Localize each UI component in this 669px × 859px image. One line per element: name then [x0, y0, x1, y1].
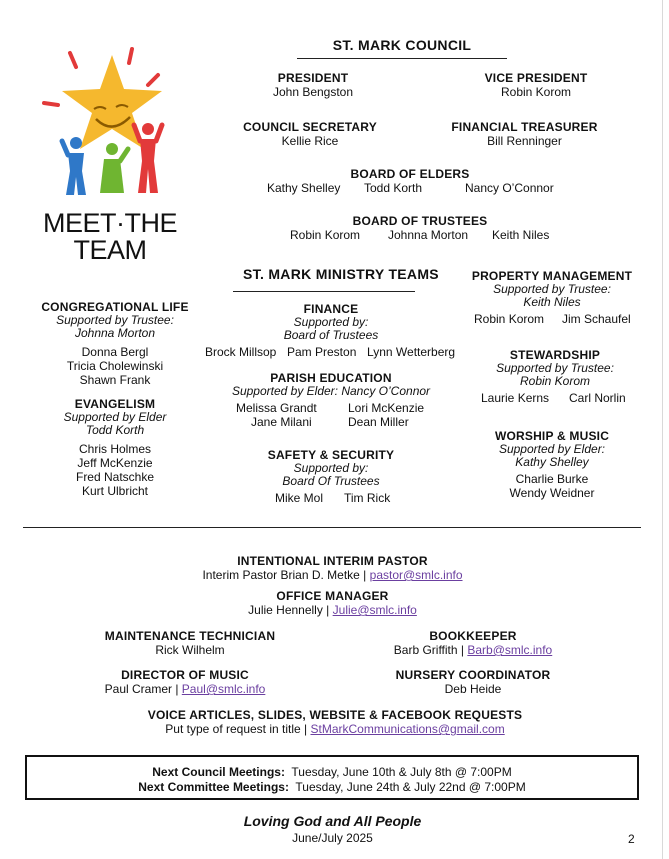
- trustees-block: [270, 214, 570, 242]
- property-title: PROPERTY MANAGEMENT: [471, 269, 633, 283]
- bookkeeper-email-link[interactable]: Barb@smlc.info: [467, 643, 553, 657]
- member-name: Wendy Weidner: [509, 486, 595, 500]
- bookkeeper-title: BOOKKEEPER: [429, 629, 517, 643]
- music-name: Paul Cramer |: [104, 682, 182, 696]
- member-name: Jim Schaufel: [562, 312, 631, 326]
- member-name: Donna Bergl: [81, 345, 149, 359]
- treasurer-title: FINANCIAL TREASURER: [451, 120, 598, 134]
- committee-meetings-label: Next Committee Meetings:: [138, 780, 289, 794]
- office-manager-block: [200, 589, 465, 617]
- trustee-name: Robin Korom: [290, 228, 361, 242]
- elder-name: Todd Korth: [364, 181, 423, 195]
- safety-supporter: Board Of Trustees: [282, 474, 380, 488]
- congregational-supporter: Johnna Morton: [74, 326, 156, 340]
- member-name: Tricia Cholewinski: [66, 359, 164, 373]
- stewardship-supporter: Robin Korom: [519, 374, 591, 388]
- nursery-name: Deb Heide: [444, 682, 502, 696]
- worship-music-block: [462, 429, 642, 500]
- footer-date: June/July 2025: [292, 831, 373, 845]
- bookkeeper-block: [373, 629, 573, 657]
- secretary-block: [220, 120, 400, 148]
- finance-block: [200, 302, 462, 359]
- evangelism-title: EVANGELISM: [74, 397, 156, 411]
- secretary-name: Kellie Rice: [281, 134, 339, 148]
- member-name: Lynn Wetterberg: [367, 345, 456, 359]
- safety-title: SAFETY & SECURITY: [267, 448, 395, 462]
- president-name: John Bengston: [272, 85, 354, 99]
- parish-education-block: [200, 371, 462, 429]
- member-name: Kurt Ulbricht: [81, 484, 149, 498]
- evangelism-support: Supported by Elder: [63, 410, 167, 424]
- member-name: Pam Preston: [287, 345, 357, 359]
- congregational-life-block: [30, 300, 200, 387]
- music-director-block: [85, 668, 285, 696]
- stewardship-title: STEWARDSHIP: [509, 348, 601, 362]
- secretary-title: COUNCIL SECRETARY: [243, 120, 377, 134]
- property-management-block: [462, 269, 642, 326]
- member-name: Laurie Kerns: [481, 391, 550, 405]
- member-name: Tim Rick: [344, 491, 391, 505]
- vice-president-name: Robin Korom: [500, 85, 572, 99]
- safety-security-block: [200, 448, 462, 505]
- logo-line-2: TEAM: [73, 235, 147, 265]
- footer-motto: Loving God and All People: [243, 813, 422, 829]
- evangelism-supporter: Todd Korth: [85, 423, 145, 437]
- committee-meetings-dates: Tuesday, June 24th & July 22nd @ 7:00PM: [295, 780, 526, 794]
- elder-name: Nancy O’Connor: [465, 181, 554, 195]
- treasurer-block: [432, 120, 617, 148]
- finance-support: Supported by:: [293, 315, 369, 329]
- music-email-link[interactable]: Paul@smlc.info: [181, 682, 266, 696]
- worship-title: WORSHIP & MUSIC: [494, 429, 610, 443]
- bookkeeper-name: Barb Griffith |: [393, 643, 468, 657]
- property-support: Supported by Trustee:: [493, 282, 611, 296]
- council-meetings-label: Next Council Meetings:: [152, 765, 285, 779]
- finance-supporter: Board of Trustees: [283, 328, 379, 342]
- finance-title: FINANCE: [303, 302, 359, 316]
- member-name: Charlie Burke: [515, 472, 589, 486]
- nursery-title: NURSERY COORDINATOR: [395, 668, 551, 682]
- member-name: Jane Milani: [251, 415, 312, 429]
- member-name: Robin Korom: [474, 312, 545, 326]
- office-name: Julie Hennelly |: [248, 603, 333, 617]
- vice-president-block: [456, 71, 616, 99]
- elders-block: [250, 167, 570, 195]
- president-block: [233, 71, 393, 99]
- member-name: Fred Natschke: [75, 470, 155, 484]
- stewardship-support: Supported by Trustee:: [496, 361, 614, 375]
- elder-name: Kathy Shelley: [267, 181, 341, 195]
- music-title: DIRECTOR OF MUSIC: [121, 668, 249, 682]
- congregational-support: Supported by Trustee:: [56, 313, 174, 327]
- pastor-email-link[interactable]: pastor@smlc.info: [369, 568, 463, 582]
- member-name: Chris Holmes: [78, 442, 151, 456]
- pastor-title: INTENTIONAL INTERIM PASTOR: [237, 554, 428, 568]
- parish-title: PARISH EDUCATION: [270, 371, 392, 385]
- parish-support: Supported by Elder: Nancy O’Connor: [231, 384, 431, 398]
- vice-president-title: VICE PRESIDENT: [484, 71, 588, 85]
- elders-title: BOARD OF ELDERS: [350, 167, 470, 181]
- ministry-heading-rule: [233, 291, 415, 292]
- maintenance-name: Rick Wilhelm: [155, 643, 225, 657]
- voice-text: Put type of request in title |: [165, 722, 311, 736]
- member-name: Carl Norlin: [569, 391, 626, 405]
- voice-requests-block: [120, 708, 550, 736]
- meet-the-team-logo: [40, 45, 185, 265]
- evangelism-block: [30, 397, 200, 498]
- property-supporter: Keith Niles: [523, 295, 581, 309]
- pastor-block: [160, 554, 505, 582]
- treasurer-name: Bill Renninger: [487, 134, 562, 148]
- page-number: 2: [628, 832, 635, 846]
- maintenance-block: [90, 629, 290, 657]
- congregational-title: CONGREGATIONAL LIFE: [41, 300, 189, 314]
- trustees-title: BOARD OF TRUSTEES: [352, 214, 488, 228]
- worship-support: Supported by Elder:: [498, 442, 606, 456]
- nursery-block: [373, 668, 573, 696]
- trustee-name: Johnna Morton: [388, 228, 469, 242]
- member-name: Shawn Frank: [79, 373, 151, 387]
- president-title: PRESIDENT: [277, 71, 349, 85]
- member-name: Melissa Grandt: [236, 401, 317, 415]
- safety-support: Supported by:: [293, 461, 369, 475]
- council-meetings-dates: Tuesday, June 10th & July 8th @ 7:00PM: [291, 765, 512, 779]
- section-divider: [23, 527, 641, 528]
- ministry-heading: ST. MARK MINISTRY TEAMS: [243, 266, 439, 282]
- logo-line-1: MEET·THE: [43, 208, 177, 238]
- trustee-name: Keith Niles: [492, 228, 550, 242]
- maintenance-title: MAINTENANCE TECHNICIAN: [104, 629, 276, 643]
- pastor-name: Interim Pastor Brian D. Metke |: [202, 568, 370, 582]
- worship-supporter: Kathy Shelley: [515, 455, 589, 469]
- member-name: Brock Millsop: [205, 345, 277, 359]
- member-name: Dean Miller: [348, 415, 409, 429]
- member-name: Lori McKenzie: [348, 401, 425, 415]
- council-heading: ST. MARK COUNCIL: [332, 37, 472, 53]
- office-title: OFFICE MANAGER: [276, 589, 389, 603]
- voice-title: VOICE ARTICLES, SLIDES, WEBSITE & FACEBOOK REQUESTS: [147, 708, 523, 722]
- stewardship-block: [465, 348, 645, 405]
- council-heading-rule: [297, 58, 507, 59]
- meetings-box: [25, 755, 639, 800]
- member-name: Mike Mol: [275, 491, 324, 505]
- member-name: Jeff McKenzie: [77, 456, 153, 470]
- star-figures-icon: [40, 45, 185, 205]
- voice-email-link[interactable]: StMarkCommunications@gmail.com: [310, 722, 505, 736]
- office-email-link[interactable]: Julie@smlc.info: [332, 603, 417, 617]
